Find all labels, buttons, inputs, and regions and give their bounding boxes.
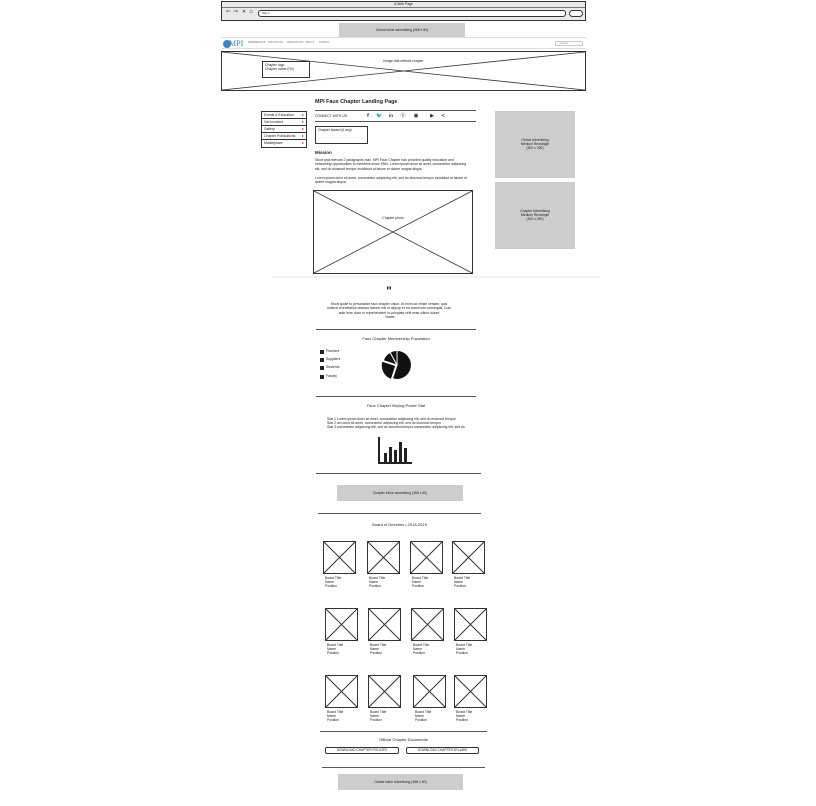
sidebar-menu bbox=[261, 111, 307, 148]
title-divider bbox=[222, 7, 585, 8]
board-member-text: Board Title bbox=[370, 643, 387, 647]
chart-legend bbox=[320, 349, 360, 383]
nav-item-resources[interactable]: RESOURCES bbox=[287, 41, 304, 44]
browser-search-box[interactable] bbox=[569, 10, 583, 17]
board-member-text: Name bbox=[412, 580, 422, 584]
legend-label-planners: Planners bbox=[326, 349, 340, 353]
mission-paragraph-1: Short and relevant 2 paragraphs max. MPI Faux Chapter has provided quality education and networking opportunities to members since 1984. Lorem ipsum dolor sit amet, consectetur adipiscing elit, sed do eiusmod tempor incididunt ut labore et dolore magna aliqua. bbox=[315, 158, 467, 171]
board-member-photo bbox=[411, 608, 444, 641]
board-member-photo bbox=[323, 541, 356, 574]
membership-chart-title: Faux Chapter Membership Population bbox=[362, 336, 430, 341]
nav-item-membership[interactable]: MEMBERSHIP bbox=[248, 41, 266, 44]
board-member-photo bbox=[452, 541, 485, 574]
share-icon[interactable]: ≺ bbox=[440, 113, 446, 119]
board-member-text: Name bbox=[415, 714, 425, 718]
sidebar-item-label: Chapter Publications bbox=[264, 134, 296, 138]
site-nav-bar bbox=[221, 37, 586, 49]
quote-mark-icon: " bbox=[386, 284, 392, 298]
bottom-global-ad[interactable]: Global inline advertising (468 x 60) bbox=[338, 774, 463, 790]
board-member-text: Name bbox=[369, 580, 379, 584]
blog-icon[interactable]: ⓑ bbox=[400, 113, 406, 119]
ad-line: Chapter Advertising bbox=[520, 209, 550, 213]
board-member-text: Position bbox=[369, 584, 382, 588]
board-member-text: Position bbox=[327, 651, 340, 655]
board-member-text: Position bbox=[456, 651, 469, 655]
banner-caption: Image that reflects chapter bbox=[383, 59, 424, 63]
board-member-text: Name bbox=[327, 714, 337, 718]
nav-item-portal[interactable]: PORTAL bbox=[319, 41, 330, 44]
ad-line: Medium Rectangle bbox=[520, 213, 550, 217]
twitter-icon[interactable]: 🐦 bbox=[376, 113, 383, 119]
legend-label-suppliers: Suppliers bbox=[326, 357, 341, 361]
divider bbox=[316, 473, 481, 474]
sidebar-item-label: Gallery bbox=[264, 127, 275, 131]
board-member-text: Position bbox=[456, 718, 469, 722]
sidebar-item-events[interactable] bbox=[262, 112, 306, 119]
logo-text: MPI bbox=[229, 39, 244, 48]
board-member-text: Board Title bbox=[325, 576, 342, 580]
board-member-text: Name bbox=[325, 580, 335, 584]
board-member-text: Board Title bbox=[415, 710, 432, 714]
download-bylaws-button[interactable]: DOWNLOAD CHAPTER BYLAWS bbox=[406, 747, 479, 754]
forward-arrow-icon[interactable]: ⇨ bbox=[233, 9, 239, 15]
board-member-text: Board Title bbox=[369, 576, 386, 580]
chapter-name-label: Chapter name (H1) bbox=[265, 67, 295, 71]
connect-bottom-divider bbox=[315, 121, 476, 122]
board-member-text: Name bbox=[456, 647, 466, 651]
nav-item-education[interactable]: EDUCATION bbox=[268, 41, 284, 44]
board-member-text: Position bbox=[415, 718, 428, 722]
chapter-photo-caption: Chapter photo bbox=[382, 216, 404, 220]
sidebar-item-label: Events & Education bbox=[264, 113, 294, 117]
legend-swatch bbox=[320, 375, 324, 379]
divider bbox=[316, 396, 476, 397]
divider bbox=[316, 329, 476, 330]
buying-power-stat: Stat 2 um dolor sit amet, consectetur adipiscing elit, sed do eiusmod tempor bbox=[327, 421, 441, 425]
sidebar-item-publications[interactable] bbox=[262, 133, 306, 140]
bar-chart-icon bbox=[377, 437, 413, 465]
legend-label-faculty: Faculty bbox=[326, 374, 337, 378]
top-global-ad[interactable]: Global inline advertising (468 x 60) bbox=[339, 23, 465, 37]
sidebar-item-gallery[interactable] bbox=[262, 126, 306, 133]
board-member-text: Position bbox=[370, 651, 383, 655]
back-arrow-icon[interactable]: ⇦ bbox=[225, 9, 231, 15]
board-title: Board of Directors | 2018-2019 bbox=[372, 522, 427, 527]
board-member-text: Position bbox=[370, 718, 383, 722]
ad-line: Medium Rectangle bbox=[520, 142, 550, 146]
chapter-medium-rectangle-ad[interactable] bbox=[495, 182, 575, 249]
board-member-text: Position bbox=[454, 584, 467, 588]
chapter-inline-ad[interactable]: Chapter inline advertising (468 x 60) bbox=[337, 485, 463, 501]
board-member-text: Name bbox=[456, 714, 466, 718]
board-member-text: Board Title bbox=[327, 710, 344, 714]
home-icon[interactable]: ⌂ bbox=[249, 9, 253, 15]
chevron-right-icon: ▸ bbox=[301, 119, 304, 124]
sidebar-item-get-involved[interactable] bbox=[262, 119, 306, 126]
board-member-photo bbox=[454, 608, 487, 641]
chevron-right-icon: ▸ bbox=[301, 112, 304, 117]
board-member-text: Board Title bbox=[454, 576, 471, 580]
board-member-photo bbox=[368, 608, 401, 641]
url-text: http:// bbox=[262, 11, 270, 15]
sidebar-item-marketplace[interactable] bbox=[262, 140, 306, 147]
board-member-photo bbox=[454, 675, 487, 708]
board-member-text: Board Title bbox=[456, 710, 473, 714]
nav-item-about[interactable]: ABOUT bbox=[305, 41, 314, 44]
board-member-text: Board Title bbox=[327, 643, 344, 647]
board-member-photo bbox=[325, 675, 358, 708]
chapter-award-label: Chapter Award (if any) bbox=[318, 128, 352, 132]
board-member-text: Position bbox=[413, 651, 426, 655]
linkedin-icon[interactable]: in bbox=[389, 113, 393, 118]
board-member-text: Board Title bbox=[370, 710, 387, 714]
legend-swatch bbox=[320, 366, 324, 370]
legend-label-students: Students bbox=[326, 365, 340, 369]
quote-text: Short quote to personalize faux chapter value. Ut enim ad minim veniam, quis nostrud exercitation ullamco laboris nisi ut aliquip ex ea commodo consequat. Duis aute irure dolor in reprehenderit in voluptate velit esse cillum dolore bbox=[326, 302, 451, 315]
section-shadow-divider bbox=[272, 276, 600, 279]
legend-swatch bbox=[320, 358, 324, 362]
board-member-text: Name bbox=[327, 647, 337, 651]
sidebar-item-label: Get Involved bbox=[264, 120, 284, 124]
chevron-right-icon: ▸ bbox=[301, 133, 304, 138]
board-member-photo bbox=[368, 675, 401, 708]
board-member-text: Name bbox=[454, 580, 464, 584]
board-member-text: Board Title bbox=[456, 643, 473, 647]
youtube-icon[interactable]: ▶ bbox=[430, 113, 434, 119]
divider bbox=[320, 731, 487, 732]
mpi-logo[interactable] bbox=[223, 39, 245, 48]
board-member-text: Position bbox=[327, 718, 340, 722]
instagram-icon[interactable]: ▣ bbox=[413, 113, 419, 119]
sidebar-item-label: Marketplace bbox=[264, 141, 283, 145]
stop-icon[interactable]: ✕ bbox=[241, 9, 247, 15]
board-member-text: Board Title bbox=[413, 643, 430, 647]
buying-power-stat: Stat 3 consectetur adipiscing elit, sed do eiusmod tempor consectetur adipiscing elit, sed do bbox=[327, 425, 465, 429]
board-member-text: Name bbox=[370, 714, 380, 718]
global-medium-rectangle-ad[interactable] bbox=[495, 111, 575, 178]
legend-swatch bbox=[320, 350, 324, 354]
facebook-icon[interactable]: f bbox=[367, 113, 369, 119]
board-member-text: Position bbox=[325, 584, 338, 588]
ad-line: (300 x 250) bbox=[526, 217, 544, 221]
url-bar[interactable] bbox=[258, 10, 566, 17]
chapter-award-box bbox=[315, 126, 368, 144]
board-member-photo bbox=[410, 541, 443, 574]
site-search-input[interactable] bbox=[555, 41, 583, 46]
divider bbox=[322, 767, 485, 768]
window-title: A Web Page bbox=[394, 2, 413, 6]
connect-top-divider bbox=[315, 110, 476, 111]
mission-paragraph-2: Lorem ipsum dolor sit amet, consectetur adipiscing elit, sed do eiusmod tempor incididunt ut labore et dolore magna aliqua. bbox=[315, 176, 468, 185]
chapter-logo-label: Chapter logo bbox=[265, 63, 285, 67]
mission-heading: Mission bbox=[315, 150, 332, 155]
board-member-photo bbox=[413, 675, 446, 708]
board-member-text: Name bbox=[370, 647, 380, 651]
browser-window bbox=[221, 1, 586, 21]
buying-power-title: Faux Chapter Buying Power Stat bbox=[366, 403, 426, 408]
chapter-logo-box[interactable] bbox=[262, 61, 310, 78]
board-member-text: Position bbox=[412, 584, 425, 588]
buying-power-stat: Stat 1 Lorem ipsum dolor sit amet, consectetur adipiscing elit, sed do eiusmod tempor bbox=[327, 417, 456, 421]
chapter-photo bbox=[313, 190, 473, 274]
chevron-right-icon: ▸ bbox=[301, 140, 304, 145]
membership-pie-chart bbox=[378, 347, 416, 383]
board-member-text: Board Title bbox=[412, 576, 429, 580]
download-policies-button[interactable]: DOWNLOAD CHAPTER POLICIES bbox=[325, 747, 399, 754]
ad-line: Global Advertising bbox=[521, 138, 549, 142]
board-member-photo bbox=[325, 608, 358, 641]
documents-title: Official Chapter Documents bbox=[379, 737, 428, 742]
quote-attribution: - Name bbox=[383, 315, 395, 319]
search-placeholder: Search bbox=[560, 42, 569, 45]
board-member-text: Name bbox=[413, 647, 423, 651]
divider bbox=[318, 513, 481, 514]
page-title: MPI Faux Chapter Landing Page bbox=[315, 99, 398, 105]
board-member-photo bbox=[367, 541, 400, 574]
ad-line: (300 x 250) bbox=[526, 146, 544, 150]
connect-label: CONNECT WITH US bbox=[315, 114, 347, 118]
chevron-right-icon: ▸ bbox=[301, 126, 304, 131]
